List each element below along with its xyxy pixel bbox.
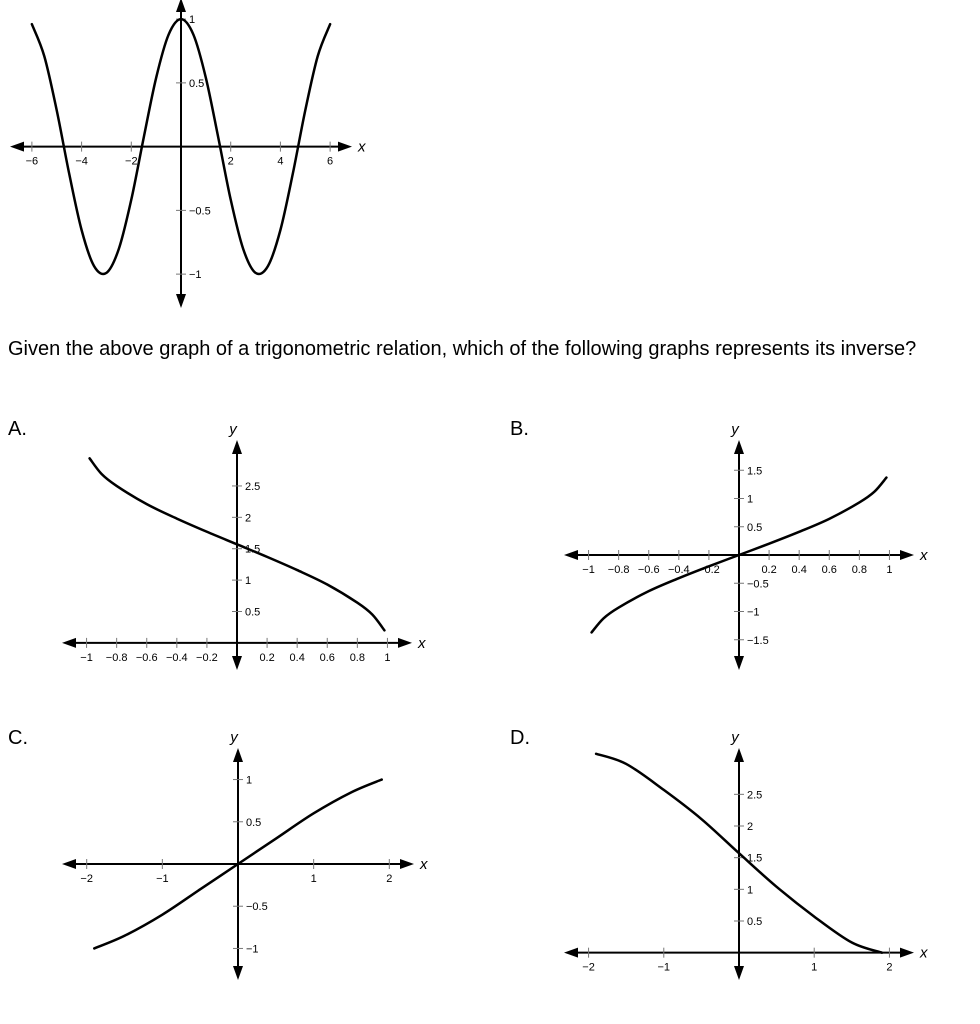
x-tick-label: 1 bbox=[811, 961, 818, 974]
x-tick-label: 1 bbox=[886, 564, 893, 576]
y-tick-label: 0.5 bbox=[245, 606, 261, 619]
y-axis-label: y bbox=[229, 421, 237, 438]
x-axis-label: x bbox=[420, 856, 428, 873]
y-axis-top-arrow bbox=[734, 748, 744, 762]
option-b-graph bbox=[564, 421, 928, 670]
y-axis-bottom-arrow bbox=[734, 656, 744, 670]
x-tick-label: −1 bbox=[657, 961, 671, 974]
x-axis-right-arrow bbox=[900, 948, 914, 958]
y-tick-label: −1 bbox=[246, 943, 259, 956]
y-axis-bottom-arrow bbox=[734, 966, 744, 980]
x-tick-label: −0.4 bbox=[165, 651, 188, 664]
y-tick-label: 1 bbox=[189, 14, 196, 27]
y-tick-label: −1 bbox=[747, 606, 760, 619]
option-d-graph bbox=[564, 729, 928, 980]
y-tick-label: 2 bbox=[245, 512, 252, 525]
x-axis-label: x bbox=[920, 944, 928, 962]
x-axis-right-arrow bbox=[900, 550, 914, 560]
y-axis-bottom-arrow bbox=[176, 294, 186, 308]
x-tick-label: 0.4 bbox=[791, 564, 807, 576]
y-axis-top-arrow bbox=[233, 748, 243, 762]
x-tick-label: −0.6 bbox=[135, 651, 158, 664]
x-tick-label: 0.2 bbox=[259, 651, 275, 664]
y-axis-top-arrow bbox=[232, 440, 242, 454]
x-axis-label: x bbox=[358, 138, 366, 156]
option-c-graph bbox=[62, 729, 428, 980]
x-axis-label: x bbox=[920, 547, 928, 564]
x-axis-left-arrow bbox=[62, 638, 76, 648]
x-tick-label: 1 bbox=[310, 873, 317, 885]
y-axis-label: y bbox=[230, 729, 238, 746]
x-tick-label: −6 bbox=[25, 155, 39, 168]
y-tick-label: 1.5 bbox=[747, 465, 763, 478]
x-tick-label: 0.8 bbox=[349, 651, 365, 664]
x-tick-label: −0.2 bbox=[698, 564, 720, 576]
y-tick-label: 1 bbox=[245, 575, 252, 588]
y-tick-label: −1.5 bbox=[747, 634, 769, 647]
x-axis-right-arrow bbox=[400, 859, 414, 869]
y-tick-label: 0.5 bbox=[246, 816, 262, 829]
x-tick-label: 2 bbox=[886, 961, 893, 974]
y-tick-label: 0.5 bbox=[747, 521, 763, 534]
y-tick-label: 0.5 bbox=[747, 916, 763, 928]
y-tick-label: −0.5 bbox=[189, 205, 211, 218]
x-tick-label: 4 bbox=[277, 155, 284, 168]
x-tick-label: −0.8 bbox=[105, 651, 128, 664]
y-tick-label: 1.5 bbox=[245, 543, 261, 556]
y-tick-label: −1 bbox=[189, 269, 202, 282]
x-tick-label: 0.6 bbox=[319, 651, 335, 664]
y-tick-label: 1 bbox=[747, 884, 754, 897]
option-a-graph bbox=[62, 421, 426, 670]
y-tick-label: 1 bbox=[747, 493, 754, 506]
x-tick-label: −1 bbox=[80, 651, 93, 664]
x-axis-left-arrow bbox=[564, 948, 578, 958]
option-d-label[interactable]: D. bbox=[510, 727, 530, 749]
x-tick-label: 0.4 bbox=[289, 651, 305, 664]
y-tick-label: −0.5 bbox=[246, 901, 268, 914]
y-tick-label: 1 bbox=[246, 774, 253, 787]
option-a-label[interactable]: A. bbox=[8, 418, 27, 440]
x-axis-left-arrow bbox=[10, 142, 24, 152]
x-tick-label: 0.8 bbox=[851, 564, 867, 576]
y-tick-label: 0.5 bbox=[189, 77, 205, 90]
x-axis-right-arrow bbox=[338, 142, 352, 152]
y-tick-label: 1.5 bbox=[747, 852, 763, 865]
x-axis-right-arrow bbox=[398, 638, 412, 648]
x-tick-label: −2 bbox=[125, 155, 138, 168]
y-tick-label: 2 bbox=[747, 821, 754, 833]
option-b-label[interactable]: B. bbox=[510, 418, 529, 440]
x-axis-left-arrow bbox=[62, 859, 76, 869]
x-axis-label: x bbox=[418, 634, 426, 652]
x-tick-label: −0.2 bbox=[196, 651, 218, 664]
x-tick-label: −0.4 bbox=[667, 564, 690, 576]
y-axis-bottom-arrow bbox=[232, 656, 242, 670]
x-tick-label: −0.8 bbox=[607, 564, 630, 576]
x-tick-label: 0.6 bbox=[821, 564, 837, 576]
x-tick-label: −1 bbox=[156, 873, 169, 885]
y-axis-top-arrow bbox=[176, 0, 186, 12]
x-tick-label: 2 bbox=[386, 873, 393, 885]
given-graph bbox=[10, 0, 366, 308]
y-tick-label: 2.5 bbox=[245, 480, 261, 493]
y-tick-label: −0.5 bbox=[747, 578, 769, 591]
x-tick-label: −2 bbox=[80, 873, 93, 885]
x-tick-label: −4 bbox=[75, 155, 88, 168]
option-c-label[interactable]: C. bbox=[8, 727, 28, 749]
y-tick-label: 2.5 bbox=[747, 789, 763, 802]
x-tick-label: −1 bbox=[582, 564, 595, 576]
y-axis-bottom-arrow bbox=[233, 966, 243, 980]
y-axis-label: y bbox=[731, 729, 739, 746]
x-tick-label: 0.2 bbox=[761, 564, 777, 576]
y-axis-top-arrow bbox=[734, 440, 744, 454]
x-tick-label: 6 bbox=[327, 155, 334, 168]
x-tick-label: −0.6 bbox=[637, 564, 660, 576]
question-text: Given the above graph of a trigonometric relation, which of the following graphs represents its inverse? bbox=[8, 338, 917, 360]
x-tick-label: 2 bbox=[227, 155, 234, 168]
x-tick-label: 1 bbox=[384, 651, 391, 664]
x-tick-label: −2 bbox=[582, 961, 595, 974]
y-axis-label: y bbox=[731, 421, 739, 438]
x-axis-left-arrow bbox=[564, 550, 578, 560]
